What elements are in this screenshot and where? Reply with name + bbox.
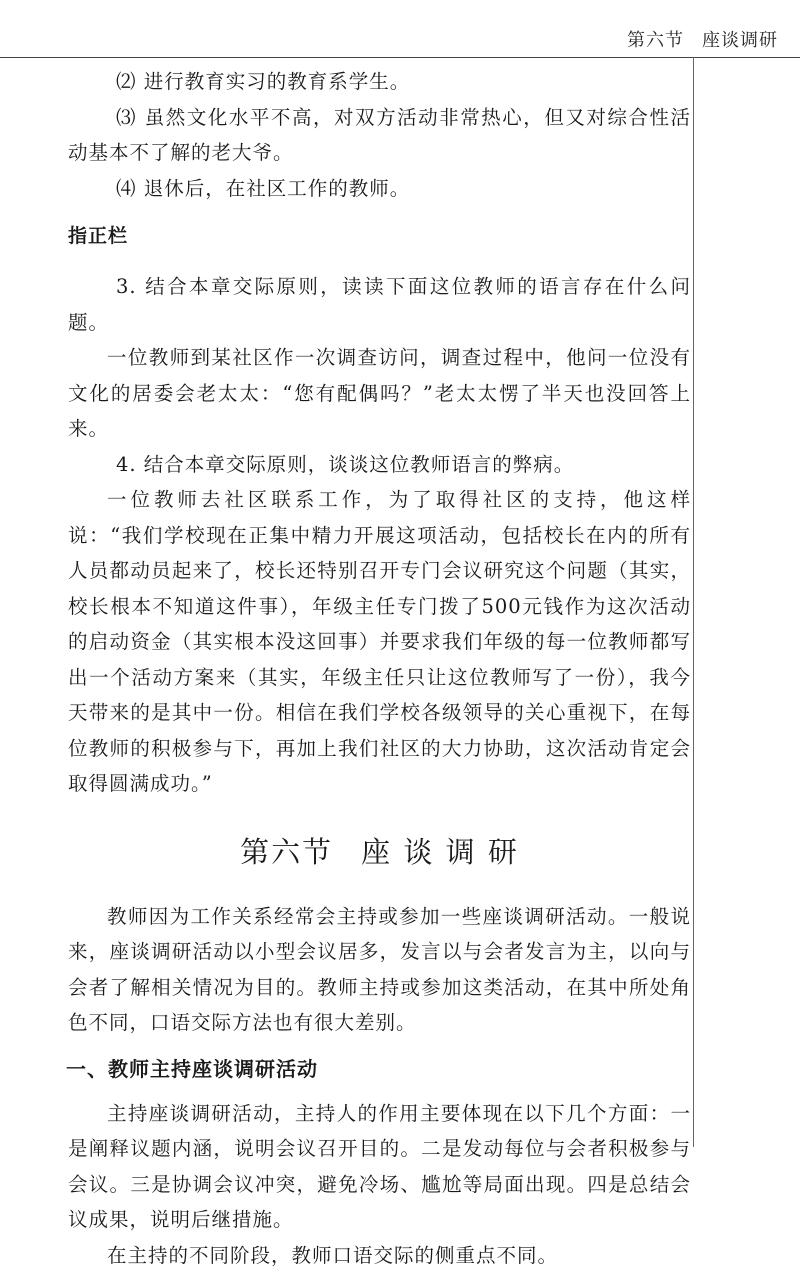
correction-heading: 指正栏 — [68, 221, 691, 251]
exercise-3-prompt: 3. 结合本章交际原则，读读下面这位教师的语言存在什么问题。 — [68, 269, 691, 340]
exercise-4-prompt: 4. 结合本章交际原则，谈谈这位教师语言的弊病。 — [68, 447, 691, 483]
section-number: 第六节 — [240, 835, 333, 869]
section-heading — [68, 830, 691, 874]
subsection-heading: 一、教师主持座谈调研活动 — [66, 1052, 691, 1086]
section-intro: 教师因为工作关系经常会主持或参加一些座谈调研活动。一般说来，座谈调研活动以小型会议居多，发言以与会者发言为主，以向与会者了解相关情况为目的。教师主持或参加这类活动，在其中所处角色不同，口语交际方法也有很大差别。 — [68, 899, 691, 1041]
list-item-4: ⑷ 退休后，在社区工作的教师。 — [68, 171, 691, 207]
page-body — [68, 64, 691, 1273]
running-header — [609, 26, 778, 52]
header-rule — [0, 57, 800, 58]
header-section-title: 座谈调研 — [702, 30, 778, 51]
list-item-2: ⑵ 进行教育实习的教育系学生。 — [68, 64, 691, 100]
subsection-paragraph-1: 主持座谈调研活动，主持人的作用主要体现在以下几个方面：一是阐释议题内涵，说明会议召开目的。二是发动每位与会者积极参与会议。三是协调会议冲突，避免冷场、尴尬等局面出现。四是总结会议成果，说明后继措施。 — [68, 1096, 691, 1238]
list-item-3: ⑶ 虽然文化水平不高，对双方活动非常热心，但又对综合性活动基本不了解的老大爷。 — [68, 100, 691, 171]
subsection-paragraph-2: 在主持的不同阶段，教师口语交际的侧重点不同。 — [68, 1238, 691, 1273]
exercise-4-text: 一位教师去社区联系工作，为了取得社区的支持，他这样说：“我们学校现在正集中精力开展这项活动，包括校长在内的所有人员都动员起来了，校长还特别召开专门会议研究这个问题（其实，校长根本不知道这件事），年级主任专门拨了500元钱作为这次活动的启动资金（其实根本没这回事）并要求我们年级的每一位教师都写出一个活动方案来（其实，年级主任只让这位教师写了一份），我今天带来的是其中一份。相信在我们学校各级领导的关心重视下，在每位教师的积极参与下，再加上我们社区的大力协助，这次活动肯定会取得圆满成功。” — [68, 482, 691, 802]
exercise-3-text: 一位教师到某社区作一次调查访问，调查过程中，他问一位没有文化的居委会老太太：“您有配偶吗？”老太太愣了半天也没回答上来。 — [68, 340, 691, 447]
margin-rule — [693, 57, 694, 1147]
header-section-number: 第六节 — [627, 30, 684, 51]
section-title: 座 谈 调 研 — [361, 835, 519, 869]
